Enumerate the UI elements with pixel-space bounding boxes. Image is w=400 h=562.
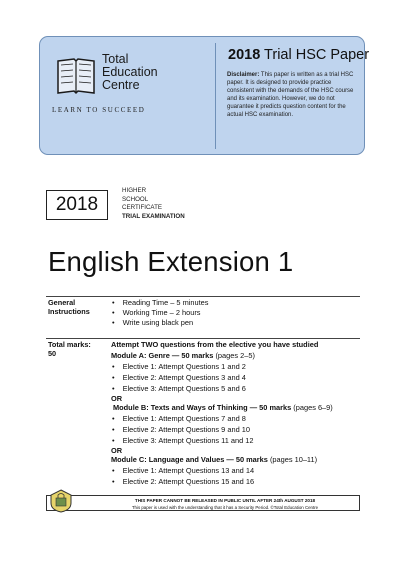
release-notice: THIS PAPER CANNOT BE RELEASED IN PUBLIC UNTIL AFTER 24th AUGUST 2018	[134, 498, 316, 503]
instruction-item: • Working Time – 2 hours	[112, 308, 201, 317]
disclaimer-text: This paper is written as a trial HSC paper. It is designed to provide practice consistent with the demands of the HSC course and its examination. However, we do not guarantee it predicts question content for the actual HSC examination.	[227, 72, 354, 118]
brand-line-3: Centre	[102, 78, 140, 92]
module-a-pages: (pages 2–5)	[215, 351, 255, 360]
banner-divider	[215, 43, 216, 149]
header-banner	[39, 36, 370, 155]
open-book-icon	[56, 55, 96, 99]
module-c-heading	[111, 455, 317, 464]
marks-label-1: Total marks:	[48, 340, 91, 349]
module-b-pages: (pages 6–9)	[293, 403, 333, 412]
divider-line	[46, 296, 360, 297]
cert-line-4: TRIAL EXAMINATION	[122, 212, 185, 220]
cert-line-2: SCHOOL	[122, 195, 149, 203]
security-seal-icon	[50, 489, 72, 513]
elective-item: • Elective 1: Attempt Questions 7 and 8	[112, 414, 246, 423]
security-notice: This paper is used with the understanding that it has a Security Period. ©Total Education Centre	[131, 505, 319, 510]
general-label-2: Instructions	[48, 307, 90, 316]
paper-title-text: Trial HSC Paper	[264, 47, 370, 63]
module-b-heading	[113, 403, 333, 412]
cert-line-1: HIGHER	[122, 187, 147, 194]
paper-year: 2018	[228, 47, 261, 63]
instruction-item: • Write using black pen	[112, 318, 193, 327]
elective-item: • Elective 3: Attempt Questions 11 and 12	[112, 436, 254, 445]
general-label-1: General	[48, 298, 76, 307]
marks-label-2: 50	[48, 349, 57, 358]
module-c-title: Module C: Language and Values — 50 marks	[111, 455, 268, 464]
paper-title	[228, 47, 369, 63]
elective-item: • Elective 2: Attempt Questions 15 and 16	[112, 477, 254, 486]
elective-item: • Elective 2: Attempt Questions 3 and 4	[112, 373, 246, 382]
elective-item: • Elective 1: Attempt Questions 1 and 2	[112, 362, 246, 371]
cert-line-3: CERTIFICATE	[122, 204, 162, 211]
marks-intro: Attempt TWO questions from the elective you have studied	[111, 340, 319, 349]
elective-item: • Elective 1: Attempt Questions 13 and 14	[112, 466, 254, 475]
tagline: LEARN TO SUCCEED	[52, 106, 146, 114]
brand-line-2: Education	[102, 65, 158, 79]
module-b-title: Module B: Texts and Ways of Thinking — 50 marks	[113, 403, 292, 412]
or-separator: OR	[111, 446, 123, 455]
exam-year-box: 2018	[46, 190, 108, 220]
module-a-title: Module A: Genre — 50 marks	[111, 351, 214, 360]
elective-item: • Elective 2: Attempt Questions 9 and 10	[112, 425, 250, 434]
subject-title: English Extension 1	[48, 246, 294, 277]
module-a-heading	[111, 351, 255, 360]
or-separator: OR	[111, 394, 123, 403]
disclaimer	[227, 71, 358, 119]
brand-line-1: Total	[102, 52, 129, 66]
elective-item: • Elective 3: Attempt Questions 5 and 6	[112, 384, 246, 393]
company-logo	[48, 51, 206, 141]
module-c-pages: (pages 10–11)	[269, 455, 318, 464]
instruction-item: • Reading Time – 5 minutes	[112, 298, 208, 307]
disclaimer-label: Disclaimer:	[227, 72, 260, 78]
certificate-label	[122, 187, 185, 221]
divider-line	[46, 338, 360, 339]
brand-name	[102, 53, 158, 92]
